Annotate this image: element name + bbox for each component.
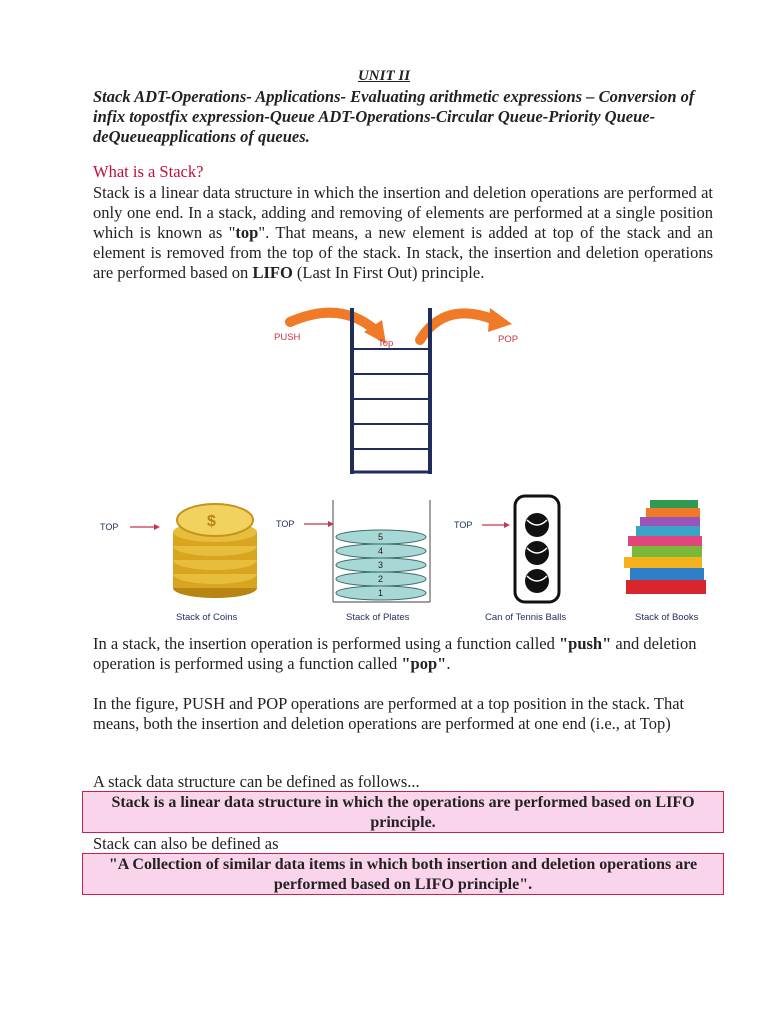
- intro-text-3: (Last In First Out) principle.: [292, 263, 485, 282]
- balls-top-tag: TOP: [454, 520, 473, 530]
- figure-note-paragraph: In the figure, PUSH and POP operations are performed at a top position in the stack. That means, both the insertion and deletion operations are performed at one end (i.e., at Top): [93, 694, 685, 733]
- definition-box-2: "A Collection of similar data items in which both insertion and deletion operations are performed based on LIFO principle".: [82, 853, 724, 895]
- unit-topics: Stack ADT-Operations- Applications- Evaluating arithmetic expressions – Conversion of infix topostfix expression-Queue ADT-Operations-Circular Queue-Priority Queue- deQueueapplications of queues.: [93, 87, 695, 146]
- pop-bold: "pop": [401, 654, 447, 673]
- plate-number: 1: [378, 588, 384, 598]
- push-pop-text-2: and deletion operation is performed using a function called: [93, 634, 697, 673]
- top-label: Top: [378, 338, 394, 349]
- caption-tennis-balls: Can of Tennis Balls: [485, 612, 567, 623]
- define-also-text: Stack can also be defined as: [93, 834, 279, 853]
- intro-bold-lifo: LIFO: [252, 263, 293, 282]
- caption-plates: Stack of Plates: [346, 612, 410, 623]
- intro-text-1: Stack is a linear data structure in which the insertion and deletion operations are performed at only one end. In a stack, adding and removing of elements are performed at a single position which is known as ": [93, 183, 713, 242]
- section-question: What is a Stack?: [93, 162, 204, 181]
- push-arrow-icon: [290, 313, 375, 330]
- tennis-ball-can-icon: [515, 496, 559, 602]
- pop-label: POP: [498, 334, 519, 345]
- definition-box-1: Stack is a linear data structure in which the operations are performed based on LIFO principle.: [82, 791, 724, 833]
- plate-number: 4: [378, 546, 384, 556]
- plate-number: 2: [378, 574, 384, 584]
- coin-stack-icon: [173, 504, 257, 598]
- stack-examples-figure: [90, 490, 730, 630]
- caption-coins: Stack of Coins: [176, 612, 238, 623]
- define-intro-text: A stack data structure can be defined as follows...: [93, 772, 420, 791]
- stack-ladder-figure: [260, 300, 550, 480]
- caption-books: Stack of Books: [635, 612, 699, 623]
- intro-bold-top: top: [235, 223, 259, 242]
- unit-heading: UNIT II: [357, 68, 411, 84]
- intro-text-2: ". That means, a new element is added at top of the stack and an element is removed from the top of the stack. In stack, the insertion and deletion operations are performed based on: [93, 223, 713, 282]
- plates-top-tag: TOP: [276, 519, 295, 529]
- svg-text:$: $: [207, 513, 216, 530]
- pop-arrowhead-icon: [488, 308, 512, 332]
- plate-number: 5: [378, 532, 384, 542]
- stack-intro-paragraph: [93, 183, 713, 283]
- push-pop-text-3: .: [446, 654, 451, 673]
- plate-number: 3: [378, 560, 384, 570]
- balls-top-arrowhead-icon: [504, 522, 510, 528]
- push-label: PUSH: [274, 332, 301, 343]
- book-stack-icon: [624, 500, 706, 594]
- push-pop-paragraph: [93, 634, 713, 674]
- push-pop-text-1: In a stack, the insertion operation is performed using a function called: [93, 634, 559, 653]
- coins-top-arrowhead-icon: [154, 524, 160, 530]
- coins-top-tag: TOP: [100, 522, 119, 532]
- push-bold: "push": [558, 634, 612, 653]
